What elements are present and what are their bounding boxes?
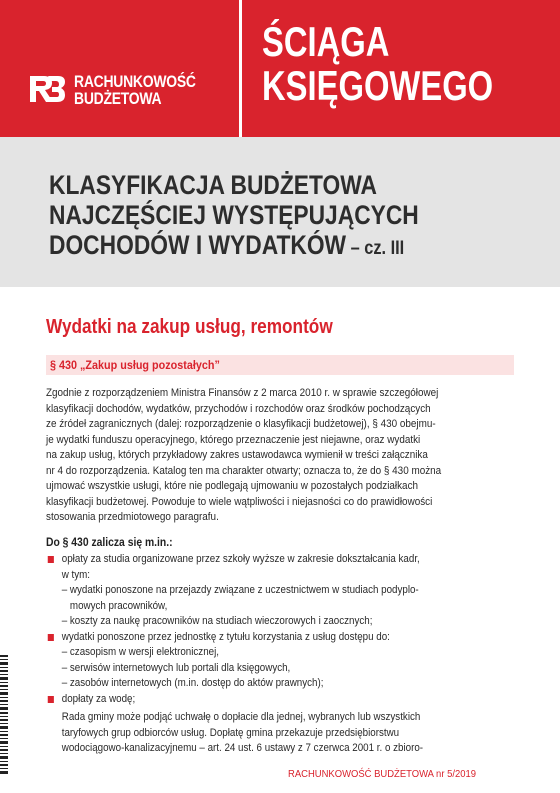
list-heading: Do § 430 zalicza się m.in.: — [46, 537, 173, 549]
brand-line2: KSIĘGOWEGO — [262, 62, 494, 109]
list-item-line: dopłaty za wodę; — [61, 692, 136, 705]
sub-item: – serwisów internetowych lub portali dla księgowych, — [61, 661, 291, 674]
paragraph-heading-text: § 430 „Zakup usług pozostałych” — [50, 358, 220, 372]
list-item — [46, 692, 519, 708]
page-footer: RACHUNKOWOŚĆ BUDŻETOWA nr 5/2019 — [288, 768, 477, 780]
bullet-square-icon — [48, 696, 54, 703]
body-line: klasyfikacji budżetowej. Powoduje to wiele wątpliwości i niejasności co do prawidłowości — [46, 495, 433, 508]
body-line: na zakup usług, których przykładowy zakres ustawodawca wymienił w treści załącznika — [46, 449, 428, 461]
logo-line2: BUDŻETOWA — [74, 89, 162, 108]
header-band — [0, 0, 560, 137]
sub-item: – czasopism w wersji elektronicznej, — [61, 646, 219, 658]
body-line: stosowania przedmiotowego paragrafu. — [46, 511, 219, 523]
section-heading: Wydatki na zakup usług, remontów — [46, 315, 333, 338]
sub-item: – wydatki ponoszone na przejazdy związane z uczestnictwem w studiach podyplo- — [61, 584, 419, 596]
bullet-square-icon — [48, 634, 54, 641]
trailing-line: Rada gminy może podjąć uchwałę o dopłacie dla jednej, wybranych lub wszystkich — [61, 711, 421, 723]
title-part: – cz. III — [346, 238, 405, 259]
body-line: nr 4 do rozporządzenia. Katalog ten ma charakter otwarty; oznacza to, że do § 430 można — [46, 464, 442, 477]
sub-item: – zasobów internetowych (m.in. dostęp do aktów prawnych); — [61, 677, 324, 689]
title-line3 — [49, 230, 419, 264]
logo-line1: RACHUNKOWOŚĆ — [74, 72, 196, 91]
body-paragraph — [46, 386, 515, 526]
header-divider — [239, 0, 242, 137]
body-line: ze źródeł zagranicznych (dalej: rozporządzenie o klasyfikacji budżetowej), § 430 obejmu- — [46, 418, 436, 430]
logo-text — [74, 73, 196, 107]
list-item — [46, 630, 519, 692]
title-line1: KLASYFIKACJA BUDŻETOWA — [49, 170, 377, 200]
list-item-line: wydatki ponoszone przez jednostkę z tytułu korzystania z usług dostępu do: — [61, 630, 390, 643]
sub-item: – koszty za naukę pracowników na studiach wieczorowych i zaocznych; — [61, 615, 373, 627]
rb-logo-icon — [28, 72, 66, 108]
brand-title — [262, 20, 493, 108]
body-line: Zgodnie z rozporządzeniem Ministra Finansów z 2 marca 2010 r. w sprawie szczegółowej — [46, 387, 439, 399]
sub-item: mowych pracowników, — [61, 599, 168, 612]
bullet-square-icon — [48, 556, 54, 563]
list-item-line: opłaty za studia organizowane przez szkoły wyższe w zakresie dokształcania kadr, — [61, 553, 420, 565]
title-line3-text: DOCHODÓW I WYDATKÓW — [49, 230, 347, 260]
brand-line1: ŚCIĄGA — [262, 18, 390, 65]
list-item — [46, 552, 519, 630]
title-line2: NAJCZĘŚCIEJ WYSTĘPUJĄCYCH — [49, 200, 419, 230]
body-line: ujmować wszystkie usługi, które nie podlegają ujmowaniu w pozostałych podziałkach — [46, 480, 419, 492]
expense-list — [46, 552, 519, 757]
trailing-line: taryfowych grup odbiorców usług. Dopłatę gmina przekazuje przedsiębiorstwu — [61, 726, 400, 739]
paragraph-heading — [46, 355, 514, 375]
page-title — [49, 170, 419, 264]
list-trailing-paragraph — [46, 710, 519, 757]
publisher-logo — [28, 72, 222, 108]
list-item-line: w tym: — [61, 568, 91, 581]
body-line: klasyfikacji dochodów, wydatków, przychodów i rozchodów oraz środków pochodzących — [46, 402, 431, 415]
trailing-line: wodociągowo-kanalizacyjnemu – art. 24 ust. 6 ustawy z 7 czerwca 2001 r. o zbioro- — [61, 742, 424, 754]
body-line: je wydatki funduszu operacyjnego, którego przeznaczenie jest niejawne, oraz wydatki — [46, 433, 421, 446]
barcode — [0, 655, 14, 775]
